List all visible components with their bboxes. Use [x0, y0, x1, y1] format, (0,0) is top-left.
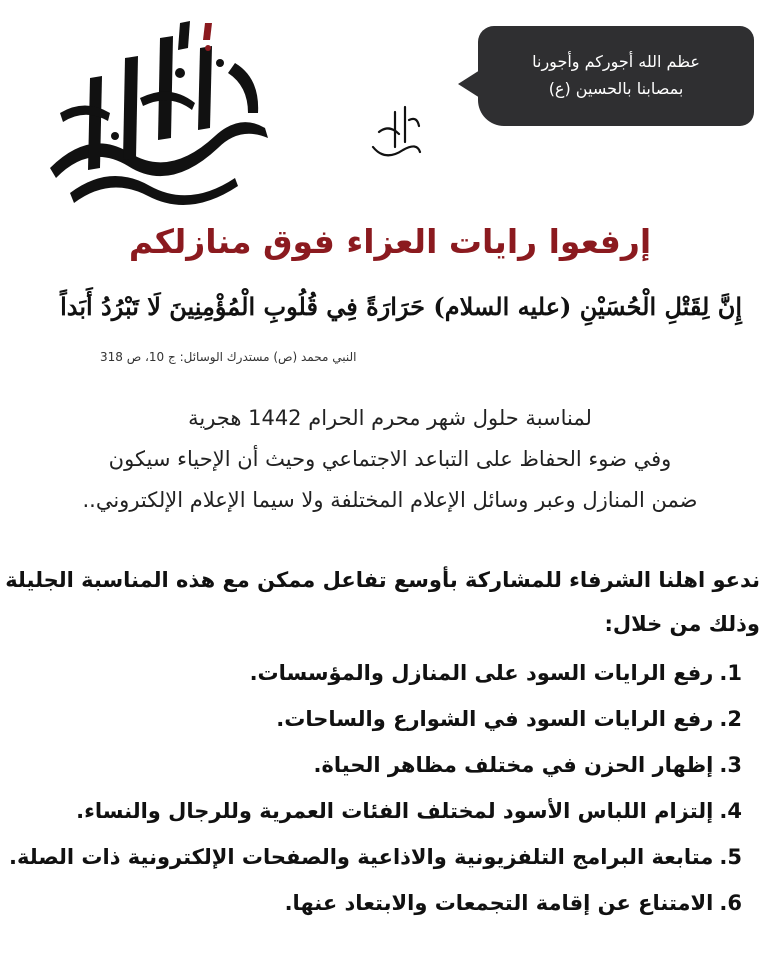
- page-title: إرفعوا رايات العزاء فوق منازلكم: [128, 222, 652, 261]
- list-item-text: رفع الرايات السود على المنازل والمؤسسات.: [249, 661, 714, 685]
- condolence-line-2: بمصابنا بالحسين (ع): [548, 79, 684, 98]
- list-item-text: إظهار الحزن في مختلف مظاهر الحياة.: [313, 753, 714, 777]
- invitation-line: وذلك من خلال:: [604, 612, 760, 636]
- list-item-text: رفع الرايات السود في الشوارع والساحات.: [276, 707, 714, 731]
- invitation-paragraph: [5, 558, 760, 646]
- intro-line: وفي ضوء الحفاظ على التباعد الاجتماعي وحيث أن الإحياء سيكون: [108, 447, 672, 471]
- list-item-text: الامتناع عن إقامة التجمعات والابتعاد عنها.: [284, 891, 714, 915]
- condolence-bubble: [478, 26, 754, 126]
- list-item-number: 5.: [719, 845, 742, 869]
- hadith-source: النبي محمد (ص) مستدرك الوسائل: ج 10، ص 318: [100, 350, 357, 364]
- condolence-line-1: عظم الله أجوركم وأجورنا: [532, 52, 700, 71]
- list-item-text: متابعة البرامج التلفزيونية والاذاعية والصفحات الإلكترونية ذات الصلة.: [9, 845, 714, 869]
- intro-line: لمناسبة حلول شهر محرم الحرام 1442 هجرية: [188, 406, 592, 430]
- intro-line: ضمن المنازل وعبر وسائل الإعلام المختلفة ولا سيما الإعلام الإلكتروني..: [82, 488, 698, 512]
- list-item: [10, 880, 742, 926]
- list-item: [10, 650, 742, 696]
- action-list: [10, 650, 742, 926]
- list-item: [10, 742, 742, 788]
- list-item-number: 1.: [719, 661, 742, 685]
- basmala-calligraphy: [365, 102, 425, 167]
- invitation-line: ندعو اهلنا الشرفاء للمشاركة بأوسع تفاعل ممكن مع هذه المناسبة الجليلة: [5, 568, 760, 592]
- list-item-number: 4.: [719, 799, 742, 823]
- list-item-text: إلتزام اللباس الأسود لمختلف الفئات العمرية وللرجال والنساء.: [76, 799, 714, 823]
- list-item-number: 6.: [719, 891, 742, 915]
- hadith-text: إِنَّ لِقَتْلِ الْحُسَيْنِ (عليه السلام) حَرَارَةً فِي قُلُوبِ الْمُؤْمِنِينَ لَا تَبْرُدُ أَبَداً: [60, 292, 742, 321]
- list-item-number: 3.: [719, 753, 742, 777]
- list-item-number: 2.: [719, 707, 742, 731]
- intro-paragraph: [60, 398, 720, 521]
- list-item: [10, 696, 742, 742]
- list-item: [10, 834, 742, 880]
- list-item: [10, 788, 742, 834]
- calligraphy-logo: [30, 18, 280, 218]
